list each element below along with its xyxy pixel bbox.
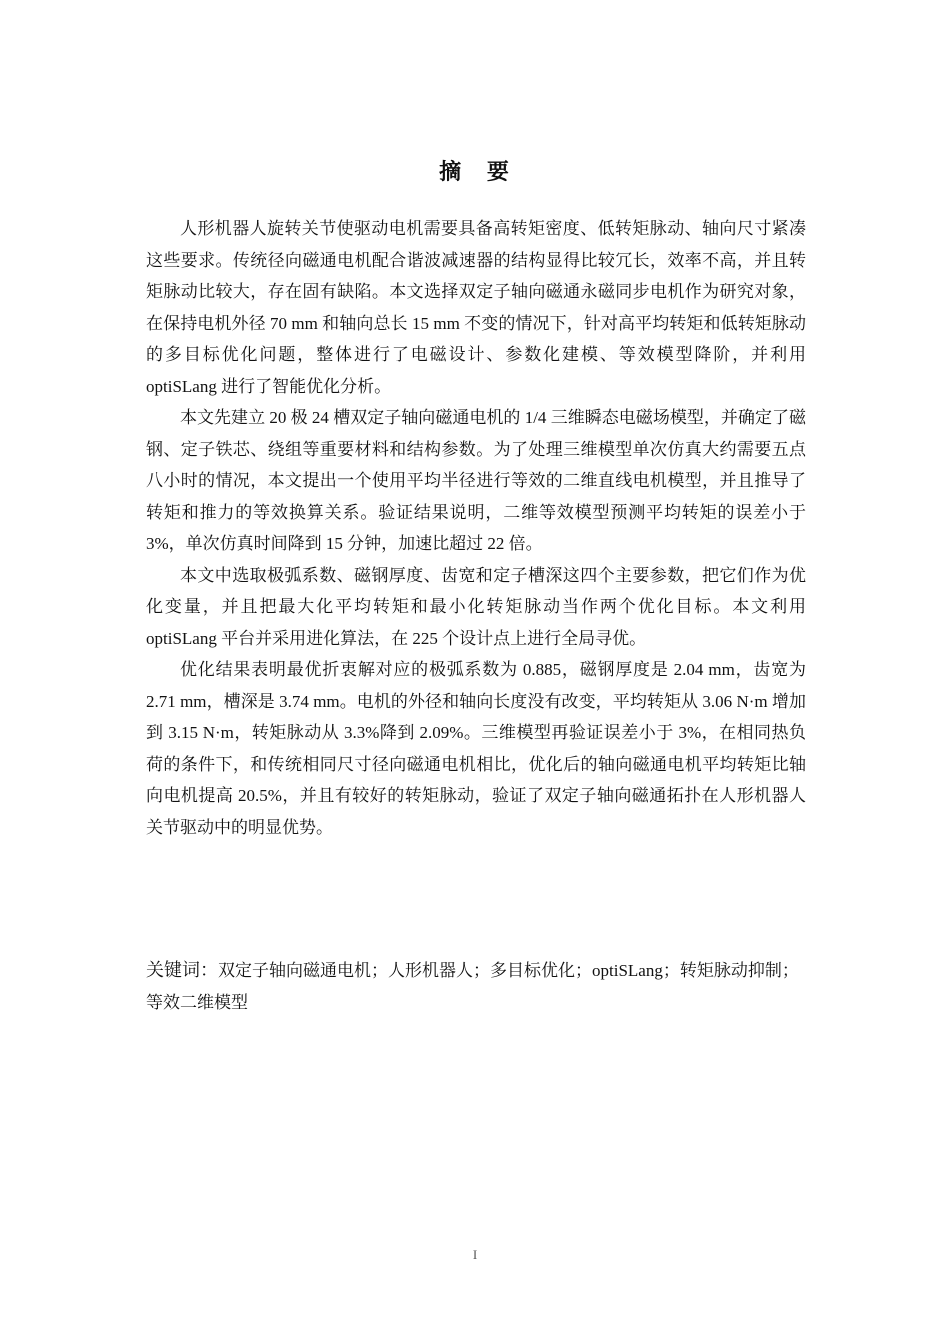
- abstract-paragraph-2: 本文先建立 20 极 24 槽双定子轴向磁通电机的 1/4 三维瞬态电磁场模型，并确定了磁钢、定子铁芯、绕组等重要材料和结构参数。为了处理三维模型单次仿真大约需要五点八小时的情况，本文提出一个使用平均半径进行等效的二维直线电机模型，并且推导了转矩和推力的等效换算关系。验证结果说明，二维等效模型预测平均转矩的误差小于 3%，单次仿真时间降到 15 分钟，加速比超过 22 倍。: [146, 408, 806, 553]
- keywords-label: 关键词：: [146, 960, 218, 981]
- abstract-paragraph-3: 本文中选取极弧系数、磁钢厚度、齿宽和定子槽深这四个主要参数，把它们作为优化变量，并且把最大化平均转矩和最小化转矩脉动当作两个优化目标。本文利用 optiSLang 平台并采用进化算法，在 225 个设计点上进行全局寻优。: [146, 565, 806, 648]
- keywords-section: [146, 955, 806, 1018]
- keywords-text: 双定子轴向磁通电机；人形机器人；多目标优化；optiSLang；转矩脉动抑制；等效二维模型: [146, 961, 799, 1012]
- abstract-title: 摘 要: [439, 160, 511, 185]
- abstract-paragraph-1: 人形机器人旋转关节使驱动电机需要具备高转矩密度、低转矩脉动、轴向尺寸紧凑这些要求。传统径向磁通电机配合谐波减速器的结构显得比较冗长，效率不高，并且转矩脉动比较大，存在固有缺陷。本文选择双定子轴向磁通永磁同步电机作为研究对象，在保持电机外径 70 mm 和轴向总长 15 mm 不变的情况下，针对高平均转矩和低转矩脉动的多目标优化问题，整体进行了电磁设计、参数化建模、等效模型降阶，并利用 optiSLang 进行了智能优化分析。: [146, 219, 806, 396]
- abstract-paragraph-4: 优化结果表明最优折衷解对应的极弧系数为 0.885，磁钢厚度是 2.04 mm，齿宽为 2.71 mm，槽深是 3.74 mm。电机的外径和轴向长度没有改变，平均转矩从 3.06 N·m 增加到 3.15 N·m，转矩脉动从 3.3%降到 2.09%。三维模型再验证误差小于 3%，在相同热负荷的条件下，和传统相同尺寸径向磁通电机相比，优化后的轴向磁通电机平均转矩比轴向电机提高 20.5%，并且有较好的转矩脉动，验证了双定子轴向磁通拓扑在人形机器人关节驱动中的明显优势。: [146, 660, 806, 837]
- page-number: I: [472, 1247, 478, 1262]
- abstract-body: [146, 213, 806, 843]
